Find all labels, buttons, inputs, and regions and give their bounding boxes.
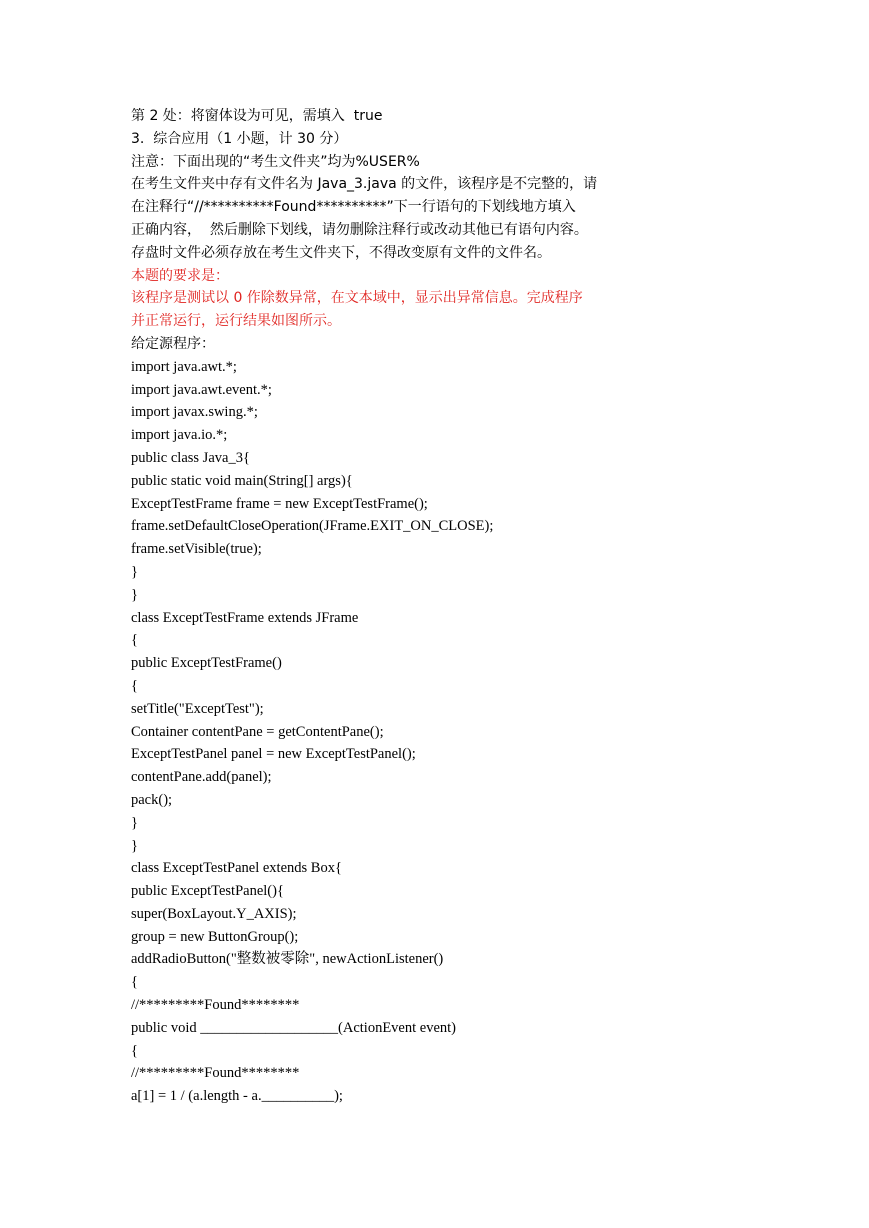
document-text-line: { bbox=[131, 1042, 138, 1059]
document-text-line: import java.io.*; bbox=[131, 427, 228, 444]
document-text-line: } bbox=[131, 563, 138, 580]
document-text-line: //*********Found******** bbox=[131, 997, 300, 1014]
requirement-text-line: 本题的要求是： bbox=[131, 267, 229, 284]
document-text-line: } bbox=[131, 586, 138, 603]
document-text-line: public class Java_3{ bbox=[131, 449, 250, 466]
document-text-line: public ExceptTestFrame() bbox=[131, 655, 282, 672]
document-text-line: import java.awt.*; bbox=[131, 358, 237, 375]
document-text-line: 第 2 处：将窗体设为可见，需填入 true bbox=[131, 108, 383, 124]
document-text-line: 正确内容， 然后删除下划线，请勿删除注释行或改动其他已有语句内容。 bbox=[131, 221, 588, 238]
document-text-line: ExceptTestPanel panel = new ExceptTestPanel(); bbox=[131, 746, 416, 763]
document-text-line: 存盘时文件必须存放在考生文件夹下，不得改变原有文件的文件名。 bbox=[131, 244, 551, 261]
document-text-line: ExceptTestFrame frame = new ExceptTestFrame(); bbox=[131, 495, 428, 512]
document-text-line: pack(); bbox=[131, 791, 173, 808]
document-text-line: Container contentPane = getContentPane(); bbox=[131, 723, 384, 740]
requirement-text-line: 并正常运行，运行结果如图所示。 bbox=[131, 313, 341, 330]
document-text-line: class ExceptTestFrame extends JFrame bbox=[131, 609, 359, 626]
document-text-line: public void ___________________(ActionEvent event) bbox=[131, 1019, 456, 1036]
document-text-line: class ExceptTestPanel extends Box{ bbox=[131, 860, 342, 877]
document-text-line: 给定源程序： bbox=[131, 335, 215, 352]
document-text-line: public static void main(String[] args){ bbox=[131, 472, 353, 489]
document-text-line: //*********Found******** bbox=[131, 1065, 300, 1082]
document-text-line: a[1] = 1 / (a.length - a.__________); bbox=[131, 1088, 343, 1105]
document-text-line: public ExceptTestPanel(){ bbox=[131, 883, 284, 900]
document-text-line: 注意：下面出现的“考生文件夹”均为%USER% bbox=[131, 153, 420, 170]
document-text-line: import javax.swing.*; bbox=[131, 404, 258, 421]
document-text-line: addRadioButton("整数被零除", newActionListener() bbox=[131, 951, 444, 968]
document-body bbox=[131, 105, 631, 1108]
document-text-line: group = new ButtonGroup(); bbox=[131, 928, 299, 945]
document-text-line: setTitle("ExceptTest"); bbox=[131, 700, 264, 717]
document-text-line: } bbox=[131, 837, 138, 854]
document-text-line: contentPane.add(panel); bbox=[131, 769, 272, 786]
document-text-line: 在注释行“//**********Found**********”下一行语句的下划线地方填入 bbox=[131, 199, 576, 216]
document-text-line: 3. 综合应用（1 小题，计 30 分） bbox=[131, 130, 348, 147]
document-text-line: { bbox=[131, 632, 138, 649]
document-text-line: { bbox=[131, 677, 138, 694]
document-text-line: } bbox=[131, 814, 138, 831]
document-text-line: super(BoxLayout.Y_AXIS); bbox=[131, 905, 297, 922]
document-text-line: { bbox=[131, 974, 138, 991]
document-text-line: frame.setDefaultCloseOperation(JFrame.EXIT_ON_CLOSE); bbox=[131, 518, 494, 535]
document-text-line: import java.awt.event.*; bbox=[131, 381, 272, 398]
document-text-line: 在考生文件夹中存有文件名为 Java_3.java 的文件，该程序是不完整的，请 bbox=[131, 176, 598, 193]
requirement-text-line: 该程序是测试以 0 作除数异常，在文本域中，显示出异常信息。完成程序 bbox=[131, 290, 583, 307]
document-text-line: frame.setVisible(true); bbox=[131, 541, 262, 558]
